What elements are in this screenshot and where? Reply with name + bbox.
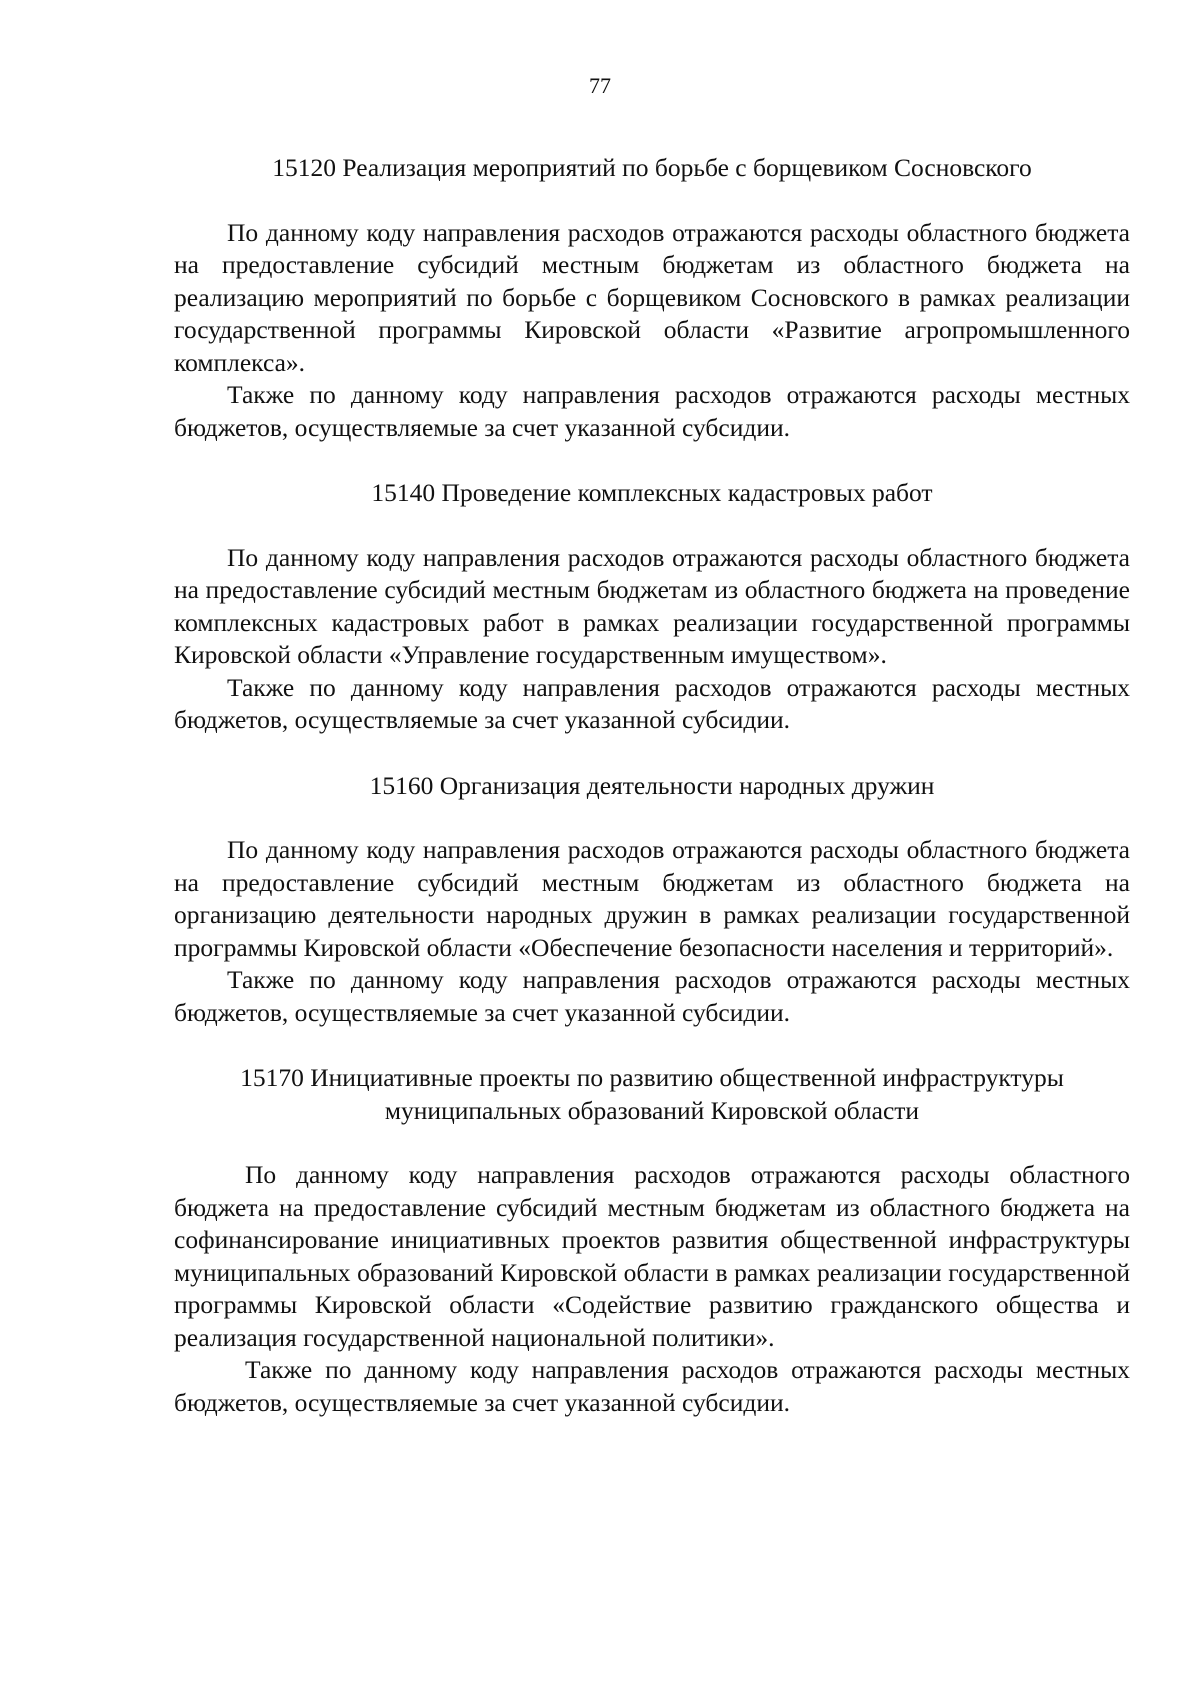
section-title-line-2: муниципальных образований Кировской области xyxy=(384,1095,920,1125)
section-paragraph: Также по данному коду направления расходов отражаются расходы местных бюджетов, осуществляемые за счет указанной субсидии. xyxy=(174,1355,1130,1417)
section-paragraph: По данному коду направления расходов отражаются расходы областного бюджета на предоставление субсидий местным бюджетам из областного бюджета на реализацию мероприятий по борьбе с борщевиком Сосновского в рамках реализации государственной программы Кировской области «Развитие агропромышленного комплекса». xyxy=(174,217,1130,377)
section-title: 15140 Проведение комплексных кадастровых работ xyxy=(371,478,933,507)
section-paragraph: Также по данному коду направления расходов отражаются расходы местных бюджетов, осуществляемые за счет указанной субсидии. xyxy=(174,965,1130,1027)
section-paragraph: Также по данному коду направления расходов отражаются расходы местных бюджетов, осуществляемые за счет указанной субсидии. xyxy=(174,672,1130,734)
section-title: 15160 Организация деятельности народных дружин xyxy=(369,770,935,800)
section-paragraph: По данному коду направления расходов отражаются расходы областного бюджета на предоставление субсидий местным бюджетам из областного бюджета на организацию деятельности народных дружин в рамках реализации государственной программы Кировской области «Обеспечение безопасности населения и территорий». xyxy=(174,835,1130,962)
section-15140 xyxy=(174,477,1130,737)
section-paragraph: По данному коду направления расходов отражаются расходы областного бюджета на предоставление субсидий местным бюджетам из областного бюджета на софинансирование инициативных проектов развития общественной инфраструктуры муниципальных образований Кировской области в рамках реализации государственной программы Кировской области «Содействие развитию гражданского общества и реализация государственной национальной политики». xyxy=(174,1160,1130,1352)
document-body xyxy=(174,152,1130,1419)
section-paragraph: Также по данному коду направления расходов отражаются расходы местных бюджетов, осуществляемые за счет указанной субсидии. xyxy=(174,380,1130,442)
section-15170 xyxy=(174,1062,1130,1419)
page-number: 77 xyxy=(589,73,611,98)
section-title: 15120 Реализация мероприятий по борьбе с борщевиком Сосновского xyxy=(272,153,1032,182)
section-15160 xyxy=(174,770,1130,1030)
section-15120 xyxy=(174,152,1130,444)
section-title-line-1: 15170 Инициативные проекты по развитию общественной инфраструктуры xyxy=(240,1063,1064,1092)
section-paragraph: По данному коду направления расходов отражаются расходы областного бюджета на предоставление субсидий местным бюджетам из областного бюджета на проведение комплексных кадастровых работ в рамках реализации государственной программы Кировской области «Управление государственным имуществом». xyxy=(174,542,1130,669)
